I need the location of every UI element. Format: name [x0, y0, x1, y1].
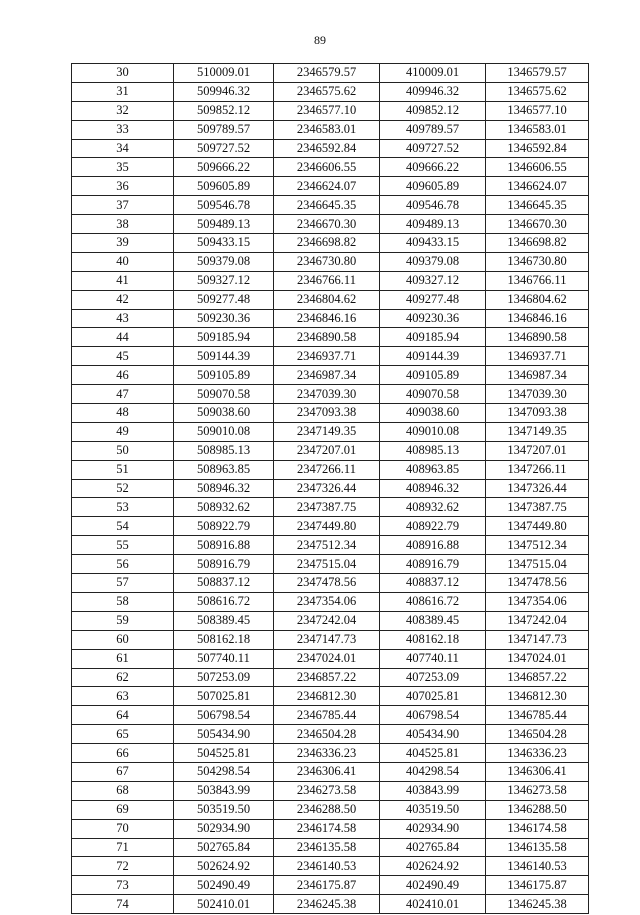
x-coordinate-cell: 508985.13	[174, 441, 274, 460]
coordinate-table-body	[72, 64, 589, 914]
x-coordinate-cell: 508916.79	[174, 555, 274, 574]
y-coordinate-cell: 2346624.07	[274, 177, 380, 196]
x2-coordinate-cell: 409852.12	[380, 101, 486, 120]
y-coordinate-cell: 2347149.35	[274, 422, 380, 441]
y-coordinate-cell: 2346306.41	[274, 762, 380, 781]
x-coordinate-cell: 509489.13	[174, 215, 274, 234]
x-coordinate-cell: 509605.89	[174, 177, 274, 196]
table-row	[72, 290, 589, 309]
y-coordinate-cell: 2346577.10	[274, 101, 380, 120]
x-coordinate-cell: 504298.54	[174, 762, 274, 781]
y2-coordinate-cell: 1346306.41	[486, 762, 589, 781]
table-row	[72, 309, 589, 328]
point-number-cell: 30	[72, 64, 174, 83]
y-coordinate-cell: 2346575.62	[274, 82, 380, 101]
point-number-cell: 62	[72, 668, 174, 687]
table-row	[72, 158, 589, 177]
y2-coordinate-cell: 1346273.58	[486, 781, 589, 800]
y-coordinate-cell: 2347207.01	[274, 441, 380, 460]
x-coordinate-cell: 509433.15	[174, 234, 274, 253]
y-coordinate-cell: 2347093.38	[274, 404, 380, 423]
table-row	[72, 517, 589, 536]
point-number-cell: 36	[72, 177, 174, 196]
x2-coordinate-cell: 409070.58	[380, 385, 486, 404]
table-row	[72, 479, 589, 498]
point-number-cell: 33	[72, 120, 174, 139]
y2-coordinate-cell: 1347478.56	[486, 574, 589, 593]
table-row	[72, 555, 589, 574]
x2-coordinate-cell: 406798.54	[380, 706, 486, 725]
x2-coordinate-cell: 410009.01	[380, 64, 486, 83]
x-coordinate-cell: 509105.89	[174, 366, 274, 385]
x-coordinate-cell: 509038.60	[174, 404, 274, 423]
table-row	[72, 422, 589, 441]
point-number-cell: 44	[72, 328, 174, 347]
point-number-cell: 41	[72, 271, 174, 290]
point-number-cell: 63	[72, 687, 174, 706]
y2-coordinate-cell: 1347024.01	[486, 649, 589, 668]
y2-coordinate-cell: 1347515.04	[486, 555, 589, 574]
x-coordinate-cell: 503519.50	[174, 800, 274, 819]
table-row	[72, 876, 589, 895]
x2-coordinate-cell: 409185.94	[380, 328, 486, 347]
table-row	[72, 838, 589, 857]
table-row	[72, 252, 589, 271]
point-number-cell: 66	[72, 744, 174, 763]
y2-coordinate-cell: 1346812.30	[486, 687, 589, 706]
point-number-cell: 43	[72, 309, 174, 328]
y2-coordinate-cell: 1347039.30	[486, 385, 589, 404]
x2-coordinate-cell: 402490.49	[380, 876, 486, 895]
point-number-cell: 37	[72, 196, 174, 215]
x2-coordinate-cell: 407253.09	[380, 668, 486, 687]
y-coordinate-cell: 2346987.34	[274, 366, 380, 385]
y-coordinate-cell: 2347242.04	[274, 611, 380, 630]
y2-coordinate-cell: 1346766.11	[486, 271, 589, 290]
x-coordinate-cell: 509185.94	[174, 328, 274, 347]
table-row	[72, 139, 589, 158]
y-coordinate-cell: 2346698.82	[274, 234, 380, 253]
y2-coordinate-cell: 1346624.07	[486, 177, 589, 196]
y2-coordinate-cell: 1346698.82	[486, 234, 589, 253]
x-coordinate-cell: 503843.99	[174, 781, 274, 800]
point-number-cell: 48	[72, 404, 174, 423]
table-row	[72, 82, 589, 101]
x-coordinate-cell: 506798.54	[174, 706, 274, 725]
table-row	[72, 895, 589, 914]
table-row	[72, 536, 589, 555]
x-coordinate-cell: 505434.90	[174, 725, 274, 744]
x2-coordinate-cell: 408916.88	[380, 536, 486, 555]
table-row	[72, 725, 589, 744]
point-number-cell: 53	[72, 498, 174, 517]
x2-coordinate-cell: 402624.92	[380, 857, 486, 876]
x-coordinate-cell: 502934.90	[174, 819, 274, 838]
x2-coordinate-cell: 409605.89	[380, 177, 486, 196]
y2-coordinate-cell: 1347149.35	[486, 422, 589, 441]
point-number-cell: 49	[72, 422, 174, 441]
y2-coordinate-cell: 1346245.38	[486, 895, 589, 914]
y-coordinate-cell: 2347478.56	[274, 574, 380, 593]
x-coordinate-cell: 508916.88	[174, 536, 274, 555]
table-row	[72, 328, 589, 347]
y-coordinate-cell: 2347387.75	[274, 498, 380, 517]
x-coordinate-cell: 510009.01	[174, 64, 274, 83]
x2-coordinate-cell: 408946.32	[380, 479, 486, 498]
x2-coordinate-cell: 409666.22	[380, 158, 486, 177]
point-number-cell: 39	[72, 234, 174, 253]
point-number-cell: 35	[72, 158, 174, 177]
x2-coordinate-cell: 409433.15	[380, 234, 486, 253]
y2-coordinate-cell: 1346140.53	[486, 857, 589, 876]
x-coordinate-cell: 502765.84	[174, 838, 274, 857]
x-coordinate-cell: 509946.32	[174, 82, 274, 101]
point-number-cell: 55	[72, 536, 174, 555]
y-coordinate-cell: 2346288.50	[274, 800, 380, 819]
y-coordinate-cell: 2346336.23	[274, 744, 380, 763]
y2-coordinate-cell: 1346730.80	[486, 252, 589, 271]
table-row	[72, 687, 589, 706]
x-coordinate-cell: 509327.12	[174, 271, 274, 290]
x-coordinate-cell: 509666.22	[174, 158, 274, 177]
y-coordinate-cell: 2346890.58	[274, 328, 380, 347]
y2-coordinate-cell: 1346987.34	[486, 366, 589, 385]
y-coordinate-cell: 2346174.58	[274, 819, 380, 838]
table-row	[72, 574, 589, 593]
table-row	[72, 101, 589, 120]
page-number: 89	[314, 33, 326, 47]
y2-coordinate-cell: 1346135.58	[486, 838, 589, 857]
y2-coordinate-cell: 1347387.75	[486, 498, 589, 517]
table-row	[72, 460, 589, 479]
y2-coordinate-cell: 1347207.01	[486, 441, 589, 460]
table-row	[72, 120, 589, 139]
y-coordinate-cell: 2346135.58	[274, 838, 380, 857]
point-number-cell: 57	[72, 574, 174, 593]
x-coordinate-cell: 508963.85	[174, 460, 274, 479]
y-coordinate-cell: 2346273.58	[274, 781, 380, 800]
point-number-cell: 54	[72, 517, 174, 536]
table-row	[72, 668, 589, 687]
x-coordinate-cell: 508389.45	[174, 611, 274, 630]
x2-coordinate-cell: 409277.48	[380, 290, 486, 309]
y2-coordinate-cell: 1346804.62	[486, 290, 589, 309]
y-coordinate-cell: 2347326.44	[274, 479, 380, 498]
x2-coordinate-cell: 408616.72	[380, 592, 486, 611]
y-coordinate-cell: 2346857.22	[274, 668, 380, 687]
x2-coordinate-cell: 409727.52	[380, 139, 486, 158]
x2-coordinate-cell: 408985.13	[380, 441, 486, 460]
y2-coordinate-cell: 1346592.84	[486, 139, 589, 158]
point-number-cell: 31	[72, 82, 174, 101]
x2-coordinate-cell: 409105.89	[380, 366, 486, 385]
y2-coordinate-cell: 1346575.62	[486, 82, 589, 101]
y2-coordinate-cell: 1346645.35	[486, 196, 589, 215]
table-row	[72, 706, 589, 725]
x-coordinate-cell: 509070.58	[174, 385, 274, 404]
x2-coordinate-cell: 408922.79	[380, 517, 486, 536]
point-number-cell: 73	[72, 876, 174, 895]
x-coordinate-cell: 508946.32	[174, 479, 274, 498]
x2-coordinate-cell: 409230.36	[380, 309, 486, 328]
x2-coordinate-cell: 409379.08	[380, 252, 486, 271]
x-coordinate-cell: 509010.08	[174, 422, 274, 441]
x-coordinate-cell: 504525.81	[174, 744, 274, 763]
point-number-cell: 64	[72, 706, 174, 725]
x-coordinate-cell: 502490.49	[174, 876, 274, 895]
table-row	[72, 404, 589, 423]
point-number-cell: 38	[72, 215, 174, 234]
point-number-cell: 74	[72, 895, 174, 914]
point-number-cell: 51	[72, 460, 174, 479]
y2-coordinate-cell: 1346857.22	[486, 668, 589, 687]
y-coordinate-cell: 2346504.28	[274, 725, 380, 744]
y2-coordinate-cell: 1347147.73	[486, 630, 589, 649]
y-coordinate-cell: 2346175.87	[274, 876, 380, 895]
y-coordinate-cell: 2346245.38	[274, 895, 380, 914]
y2-coordinate-cell: 1346606.55	[486, 158, 589, 177]
x2-coordinate-cell: 409546.78	[380, 196, 486, 215]
point-number-cell: 58	[72, 592, 174, 611]
point-number-cell: 71	[72, 838, 174, 857]
table-row	[72, 347, 589, 366]
x2-coordinate-cell: 407025.81	[380, 687, 486, 706]
y-coordinate-cell: 2347449.80	[274, 517, 380, 536]
x-coordinate-cell: 509379.08	[174, 252, 274, 271]
x2-coordinate-cell: 403843.99	[380, 781, 486, 800]
point-number-cell: 46	[72, 366, 174, 385]
x-coordinate-cell: 508932.62	[174, 498, 274, 517]
table-row	[72, 819, 589, 838]
x2-coordinate-cell: 402934.90	[380, 819, 486, 838]
x2-coordinate-cell: 408837.12	[380, 574, 486, 593]
x-coordinate-cell: 509789.57	[174, 120, 274, 139]
table-row	[72, 271, 589, 290]
table-row	[72, 649, 589, 668]
x2-coordinate-cell: 409144.39	[380, 347, 486, 366]
table-row	[72, 630, 589, 649]
x-coordinate-cell: 509144.39	[174, 347, 274, 366]
table-row	[72, 744, 589, 763]
y-coordinate-cell: 2346846.16	[274, 309, 380, 328]
coordinate-table	[71, 63, 589, 914]
y2-coordinate-cell: 1346785.44	[486, 706, 589, 725]
y-coordinate-cell: 2346937.71	[274, 347, 380, 366]
x-coordinate-cell: 507253.09	[174, 668, 274, 687]
table-row	[72, 177, 589, 196]
table-row	[72, 215, 589, 234]
x2-coordinate-cell: 408963.85	[380, 460, 486, 479]
x2-coordinate-cell: 409789.57	[380, 120, 486, 139]
y-coordinate-cell: 2347515.04	[274, 555, 380, 574]
x2-coordinate-cell: 405434.90	[380, 725, 486, 744]
x2-coordinate-cell: 408389.45	[380, 611, 486, 630]
table-row	[72, 441, 589, 460]
y-coordinate-cell: 2347266.11	[274, 460, 380, 479]
x-coordinate-cell: 502410.01	[174, 895, 274, 914]
point-number-cell: 70	[72, 819, 174, 838]
y-coordinate-cell: 2346766.11	[274, 271, 380, 290]
x2-coordinate-cell: 404298.54	[380, 762, 486, 781]
y-coordinate-cell: 2346140.53	[274, 857, 380, 876]
y-coordinate-cell: 2346670.30	[274, 215, 380, 234]
y2-coordinate-cell: 1347354.06	[486, 592, 589, 611]
table-row	[72, 196, 589, 215]
x-coordinate-cell: 507025.81	[174, 687, 274, 706]
table-row	[72, 781, 589, 800]
point-number-cell: 47	[72, 385, 174, 404]
point-number-cell: 67	[72, 762, 174, 781]
y2-coordinate-cell: 1346937.71	[486, 347, 589, 366]
table-row	[72, 234, 589, 253]
y-coordinate-cell: 2347512.34	[274, 536, 380, 555]
x2-coordinate-cell: 409489.13	[380, 215, 486, 234]
y-coordinate-cell: 2347024.01	[274, 649, 380, 668]
x-coordinate-cell: 508922.79	[174, 517, 274, 536]
x2-coordinate-cell: 409010.08	[380, 422, 486, 441]
table-row	[72, 385, 589, 404]
x-coordinate-cell: 502624.92	[174, 857, 274, 876]
y-coordinate-cell: 2346730.80	[274, 252, 380, 271]
x2-coordinate-cell: 402765.84	[380, 838, 486, 857]
y2-coordinate-cell: 1346175.87	[486, 876, 589, 895]
y2-coordinate-cell: 1346583.01	[486, 120, 589, 139]
point-number-cell: 68	[72, 781, 174, 800]
y-coordinate-cell: 2346785.44	[274, 706, 380, 725]
y2-coordinate-cell: 1347266.11	[486, 460, 589, 479]
table-row	[72, 366, 589, 385]
y2-coordinate-cell: 1346174.58	[486, 819, 589, 838]
table-row	[72, 64, 589, 83]
y2-coordinate-cell: 1346670.30	[486, 215, 589, 234]
x2-coordinate-cell: 409946.32	[380, 82, 486, 101]
y-coordinate-cell: 2346583.01	[274, 120, 380, 139]
y2-coordinate-cell: 1346577.10	[486, 101, 589, 120]
table-row	[72, 592, 589, 611]
point-number-cell: 52	[72, 479, 174, 498]
table-row	[72, 800, 589, 819]
x2-coordinate-cell: 404525.81	[380, 744, 486, 763]
y-coordinate-cell: 2346812.30	[274, 687, 380, 706]
point-number-cell: 40	[72, 252, 174, 271]
point-number-cell: 72	[72, 857, 174, 876]
y2-coordinate-cell: 1346504.28	[486, 725, 589, 744]
table-row	[72, 498, 589, 517]
y-coordinate-cell: 2347147.73	[274, 630, 380, 649]
y-coordinate-cell: 2346592.84	[274, 139, 380, 158]
point-number-cell: 34	[72, 139, 174, 158]
y2-coordinate-cell: 1347449.80	[486, 517, 589, 536]
y2-coordinate-cell: 1347326.44	[486, 479, 589, 498]
point-number-cell: 60	[72, 630, 174, 649]
x2-coordinate-cell: 403519.50	[380, 800, 486, 819]
point-number-cell: 61	[72, 649, 174, 668]
y2-coordinate-cell: 1347512.34	[486, 536, 589, 555]
x2-coordinate-cell: 409038.60	[380, 404, 486, 423]
point-number-cell: 45	[72, 347, 174, 366]
y-coordinate-cell: 2347039.30	[274, 385, 380, 404]
point-number-cell: 59	[72, 611, 174, 630]
y-coordinate-cell: 2346606.55	[274, 158, 380, 177]
point-number-cell: 32	[72, 101, 174, 120]
x-coordinate-cell: 509277.48	[174, 290, 274, 309]
y2-coordinate-cell: 1346579.57	[486, 64, 589, 83]
x2-coordinate-cell: 407740.11	[380, 649, 486, 668]
y2-coordinate-cell: 1346336.23	[486, 744, 589, 763]
table-row	[72, 762, 589, 781]
point-number-cell: 56	[72, 555, 174, 574]
table-row	[72, 857, 589, 876]
y-coordinate-cell: 2346579.57	[274, 64, 380, 83]
x2-coordinate-cell: 408916.79	[380, 555, 486, 574]
x2-coordinate-cell: 402410.01	[380, 895, 486, 914]
x-coordinate-cell: 509230.36	[174, 309, 274, 328]
table-row	[72, 611, 589, 630]
x2-coordinate-cell: 408162.18	[380, 630, 486, 649]
point-number-cell: 42	[72, 290, 174, 309]
x2-coordinate-cell: 408932.62	[380, 498, 486, 517]
x-coordinate-cell: 508162.18	[174, 630, 274, 649]
y2-coordinate-cell: 1347093.38	[486, 404, 589, 423]
y2-coordinate-cell: 1347242.04	[486, 611, 589, 630]
y2-coordinate-cell: 1346288.50	[486, 800, 589, 819]
point-number-cell: 65	[72, 725, 174, 744]
y2-coordinate-cell: 1346890.58	[486, 328, 589, 347]
y-coordinate-cell: 2346804.62	[274, 290, 380, 309]
x-coordinate-cell: 509727.52	[174, 139, 274, 158]
x-coordinate-cell: 509546.78	[174, 196, 274, 215]
point-number-cell: 50	[72, 441, 174, 460]
point-number-cell: 69	[72, 800, 174, 819]
x-coordinate-cell: 507740.11	[174, 649, 274, 668]
y-coordinate-cell: 2347354.06	[274, 592, 380, 611]
y2-coordinate-cell: 1346846.16	[486, 309, 589, 328]
x-coordinate-cell: 508616.72	[174, 592, 274, 611]
y-coordinate-cell: 2346645.35	[274, 196, 380, 215]
x-coordinate-cell: 508837.12	[174, 574, 274, 593]
x-coordinate-cell: 509852.12	[174, 101, 274, 120]
x2-coordinate-cell: 409327.12	[380, 271, 486, 290]
